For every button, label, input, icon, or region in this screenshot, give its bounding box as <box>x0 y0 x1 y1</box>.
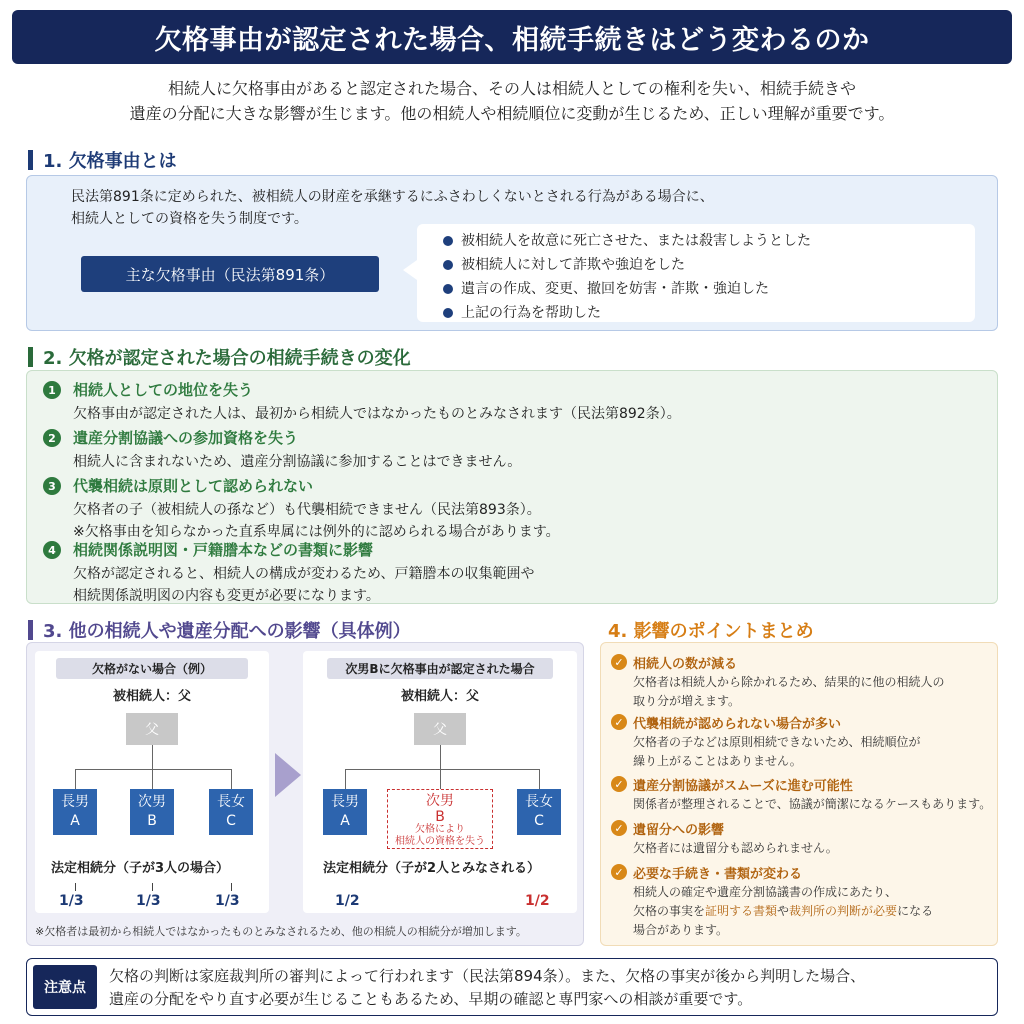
point-line: 取り分が増えます。 <box>633 694 741 708</box>
section1-heading-text: 1. 欠格事由とは <box>43 151 177 172</box>
tree-line <box>440 769 441 789</box>
change-line: ※欠格事由を知らなかった直系卑属には例外的に認められる場合があります。 <box>73 524 560 540</box>
heir-node-c <box>517 789 561 835</box>
heir-role: 長女 <box>525 794 553 810</box>
example-no-disqualification <box>35 651 269 913</box>
section3-heading <box>28 617 411 643</box>
intro-text <box>20 76 1004 126</box>
text-segment: になる <box>897 904 934 918</box>
section1-label: 主な欠格事由（民法第891条） <box>81 256 379 292</box>
share-tick <box>231 883 232 891</box>
share-value-b: 1/3 <box>136 893 161 909</box>
intro-line-1: 相続人に欠格事由があると認定された場合、その人は相続人としての権利を失い、相続手続きや <box>167 79 856 98</box>
point-body <box>633 733 921 771</box>
share-value-a: 1/3 <box>59 893 84 909</box>
heir-role: 長女 <box>217 794 245 810</box>
change-line: 相続人に含まれないため、遺産分割協議に参加することはできません。 <box>73 454 522 470</box>
father-node: 父 <box>126 713 178 745</box>
point-body <box>633 673 945 711</box>
change-line: 欠格が認定されると、相続人の構成が変わるため、戸籍謄本の収集範囲や <box>73 566 535 582</box>
section1-reason-list <box>417 224 975 322</box>
heir-letter: B <box>435 809 445 825</box>
caution-text <box>109 965 865 1011</box>
heir-role: 次男 <box>138 794 166 810</box>
check-icon: ✓ <box>611 776 627 792</box>
point-line: 繰り上がることはありません。 <box>633 754 802 768</box>
heir-node-c <box>209 789 253 835</box>
share-title: 法定相続分（子が2人とみなされる） <box>323 861 541 876</box>
number-badge: 2 <box>43 429 61 447</box>
section2-heading <box>28 344 411 370</box>
heir-node-a <box>53 789 97 835</box>
section3-box <box>26 642 584 946</box>
point-body <box>633 883 933 940</box>
change-title: 相続関係説明図・戸籍謄本などの書類に影響 <box>73 541 374 559</box>
highlight-text: 裁判所の判断が必要 <box>789 904 898 918</box>
tree-line <box>345 769 346 789</box>
section4-box <box>600 642 998 946</box>
highlight-text: 証明する書類 <box>705 904 778 918</box>
tree-line <box>539 769 540 789</box>
disqualified-heir-node-b <box>387 789 493 849</box>
decedent-label: 被相続人：父 <box>112 689 191 704</box>
change-body <box>73 563 534 607</box>
text-segment: や <box>777 904 790 918</box>
share-value-a: 1/2 <box>335 893 360 909</box>
share-tick <box>152 883 153 891</box>
decedent-label: 被相続人：父 <box>400 689 479 704</box>
number-badge: 4 <box>43 541 61 559</box>
heir-role: 長男 <box>331 794 359 810</box>
change-title: 相続人としての地位を失う <box>73 381 254 399</box>
share-value-c: 1/3 <box>215 893 240 909</box>
heir-letter: C <box>534 813 544 829</box>
point-line: 欠格者には遺留分も認められません。 <box>633 841 838 855</box>
heir-role: 次男 <box>426 793 454 809</box>
change-body <box>73 499 560 543</box>
caution-line: 遺産の分配をやり直す必要が生じることもあるため、早期の確認と専門家への相談が重要です。 <box>109 990 753 1008</box>
example-with-disqualification <box>303 651 577 913</box>
point-title: 相続人の数が減る <box>633 657 738 672</box>
share-title: 法定相続分（子が3人の場合） <box>51 861 230 876</box>
panel-header <box>35 657 269 679</box>
section1-box <box>26 175 998 331</box>
point-line: 相続人の確定や遺産分割協議書の作成にあたり、 <box>633 885 898 899</box>
disqualified-note: 欠格により <box>415 824 465 835</box>
point-line <box>633 902 933 921</box>
point-body <box>633 795 991 814</box>
section1-desc-line-2: 相続人としての資格を失う制度です。 <box>71 211 308 227</box>
panel-header <box>303 657 577 679</box>
section3-note: ※欠格者は最初から相続人ではなかったものとみなされるため、他の相続人の相続分が増加します。 <box>35 925 527 938</box>
section2-box <box>26 370 998 604</box>
section1-desc-line-1: 民法第891条に定められた、被相続人の財産を承継するにふさわしくないとされる行為がある場合に、 <box>71 189 714 205</box>
heir-role: 長男 <box>61 794 89 810</box>
heir-letter: A <box>340 813 350 829</box>
tree-line <box>440 745 441 769</box>
heir-letter: A <box>70 813 80 829</box>
section2-bar <box>28 347 33 367</box>
text-segment: 欠格の事実を <box>633 904 706 918</box>
tree-line <box>75 769 231 770</box>
number-badge: 1 <box>43 381 61 399</box>
change-line: 相続関係説明図の内容も変更が必要になります。 <box>73 588 380 604</box>
change-line: 欠格者の子（被相続人の孫など）も代襲相続できません（民法第893条）。 <box>73 502 541 518</box>
point-title: 遺留分への影響 <box>633 823 725 838</box>
caution-line: 欠格の判断は家庭裁判所の審判によって行われます（民法第894条）。また、欠格の事実が後から判明した場合、 <box>109 967 866 985</box>
point-line: 関係者が整理されることで、協議が簡潔になるケースもあります。 <box>633 797 992 811</box>
tree-line <box>152 769 153 789</box>
point-title: 代襲相続が認められない場合が多い <box>633 717 842 732</box>
section1-bar <box>28 150 33 170</box>
point-title: 遺産分割協議がスムーズに進む可能性 <box>633 779 853 794</box>
heir-letter: C <box>226 813 236 829</box>
heir-node-b <box>130 789 174 835</box>
caution-label: 注意点 <box>33 965 97 1009</box>
section3-bar <box>28 620 33 640</box>
arrow-right-icon <box>275 753 301 797</box>
change-body <box>73 451 521 473</box>
point-line: 場合があります。 <box>633 923 729 937</box>
panel-header-text: 次男Bに欠格事由が認定された場合 <box>327 658 552 679</box>
check-icon: ✓ <box>611 864 627 880</box>
disqualified-note: 相続人の資格を失う <box>395 836 485 847</box>
change-line: 欠格事由が認定された人は、最初から相続人ではなかったものとみなされます（民法第892条）。 <box>73 406 681 422</box>
list-item: 被相続人に対して詐欺や強迫をした <box>443 253 975 277</box>
point-title: 必要な手続き・書類が変わる <box>633 867 803 882</box>
list-item: 被相続人を故意に死亡させた、または殺害しようとした <box>443 229 975 253</box>
change-body <box>73 403 681 425</box>
tree-line <box>75 769 76 789</box>
caution-box <box>26 958 998 1016</box>
tree-line <box>345 769 539 770</box>
heir-node-a <box>323 789 367 835</box>
tree-line <box>231 769 232 789</box>
panel-header-text: 欠格がない場合（例） <box>56 658 248 679</box>
father-node: 父 <box>414 713 466 745</box>
section2-heading-text: 2. 欠格が認定された場合の相続手続きの変化 <box>43 348 411 369</box>
check-icon: ✓ <box>611 654 627 670</box>
point-body <box>633 839 838 858</box>
tree-line <box>152 745 153 769</box>
page-title: 欠格事由が認定された場合、相続手続きはどう変わるのか <box>12 10 1012 64</box>
section1-heading <box>28 147 177 173</box>
check-icon: ✓ <box>611 820 627 836</box>
share-tick <box>75 883 76 891</box>
point-line: 欠格者は相続人から除かれるため、結果的に他の相続人の <box>633 675 945 689</box>
heir-letter: B <box>147 813 157 829</box>
section3-heading-text: 3. 他の相続人や遺産分配への影響（具体例） <box>43 621 411 642</box>
change-title: 遺産分割協議への参加資格を失う <box>73 429 299 447</box>
check-icon: ✓ <box>611 714 627 730</box>
intro-line-2: 遺産の分配に大きな影響が生じます。他の相続人や相続順位に変動が生じるため、正しい理解が重要です。 <box>129 104 895 123</box>
section4-heading-text: 4. 影響のポイントまとめ <box>608 621 814 642</box>
share-value-c: 1/2 <box>525 893 550 909</box>
number-badge: 3 <box>43 477 61 495</box>
point-line: 欠格者の子などは原則相続できないため、相続順位が <box>633 735 921 749</box>
change-title: 代襲相続は原則として認められない <box>73 477 314 495</box>
list-item: 遺言の作成、変更、撤回を妨害・詐欺・強迫した <box>443 277 975 301</box>
list-item: 上記の行為を帮助した <box>443 301 975 325</box>
section4-heading <box>608 617 814 643</box>
